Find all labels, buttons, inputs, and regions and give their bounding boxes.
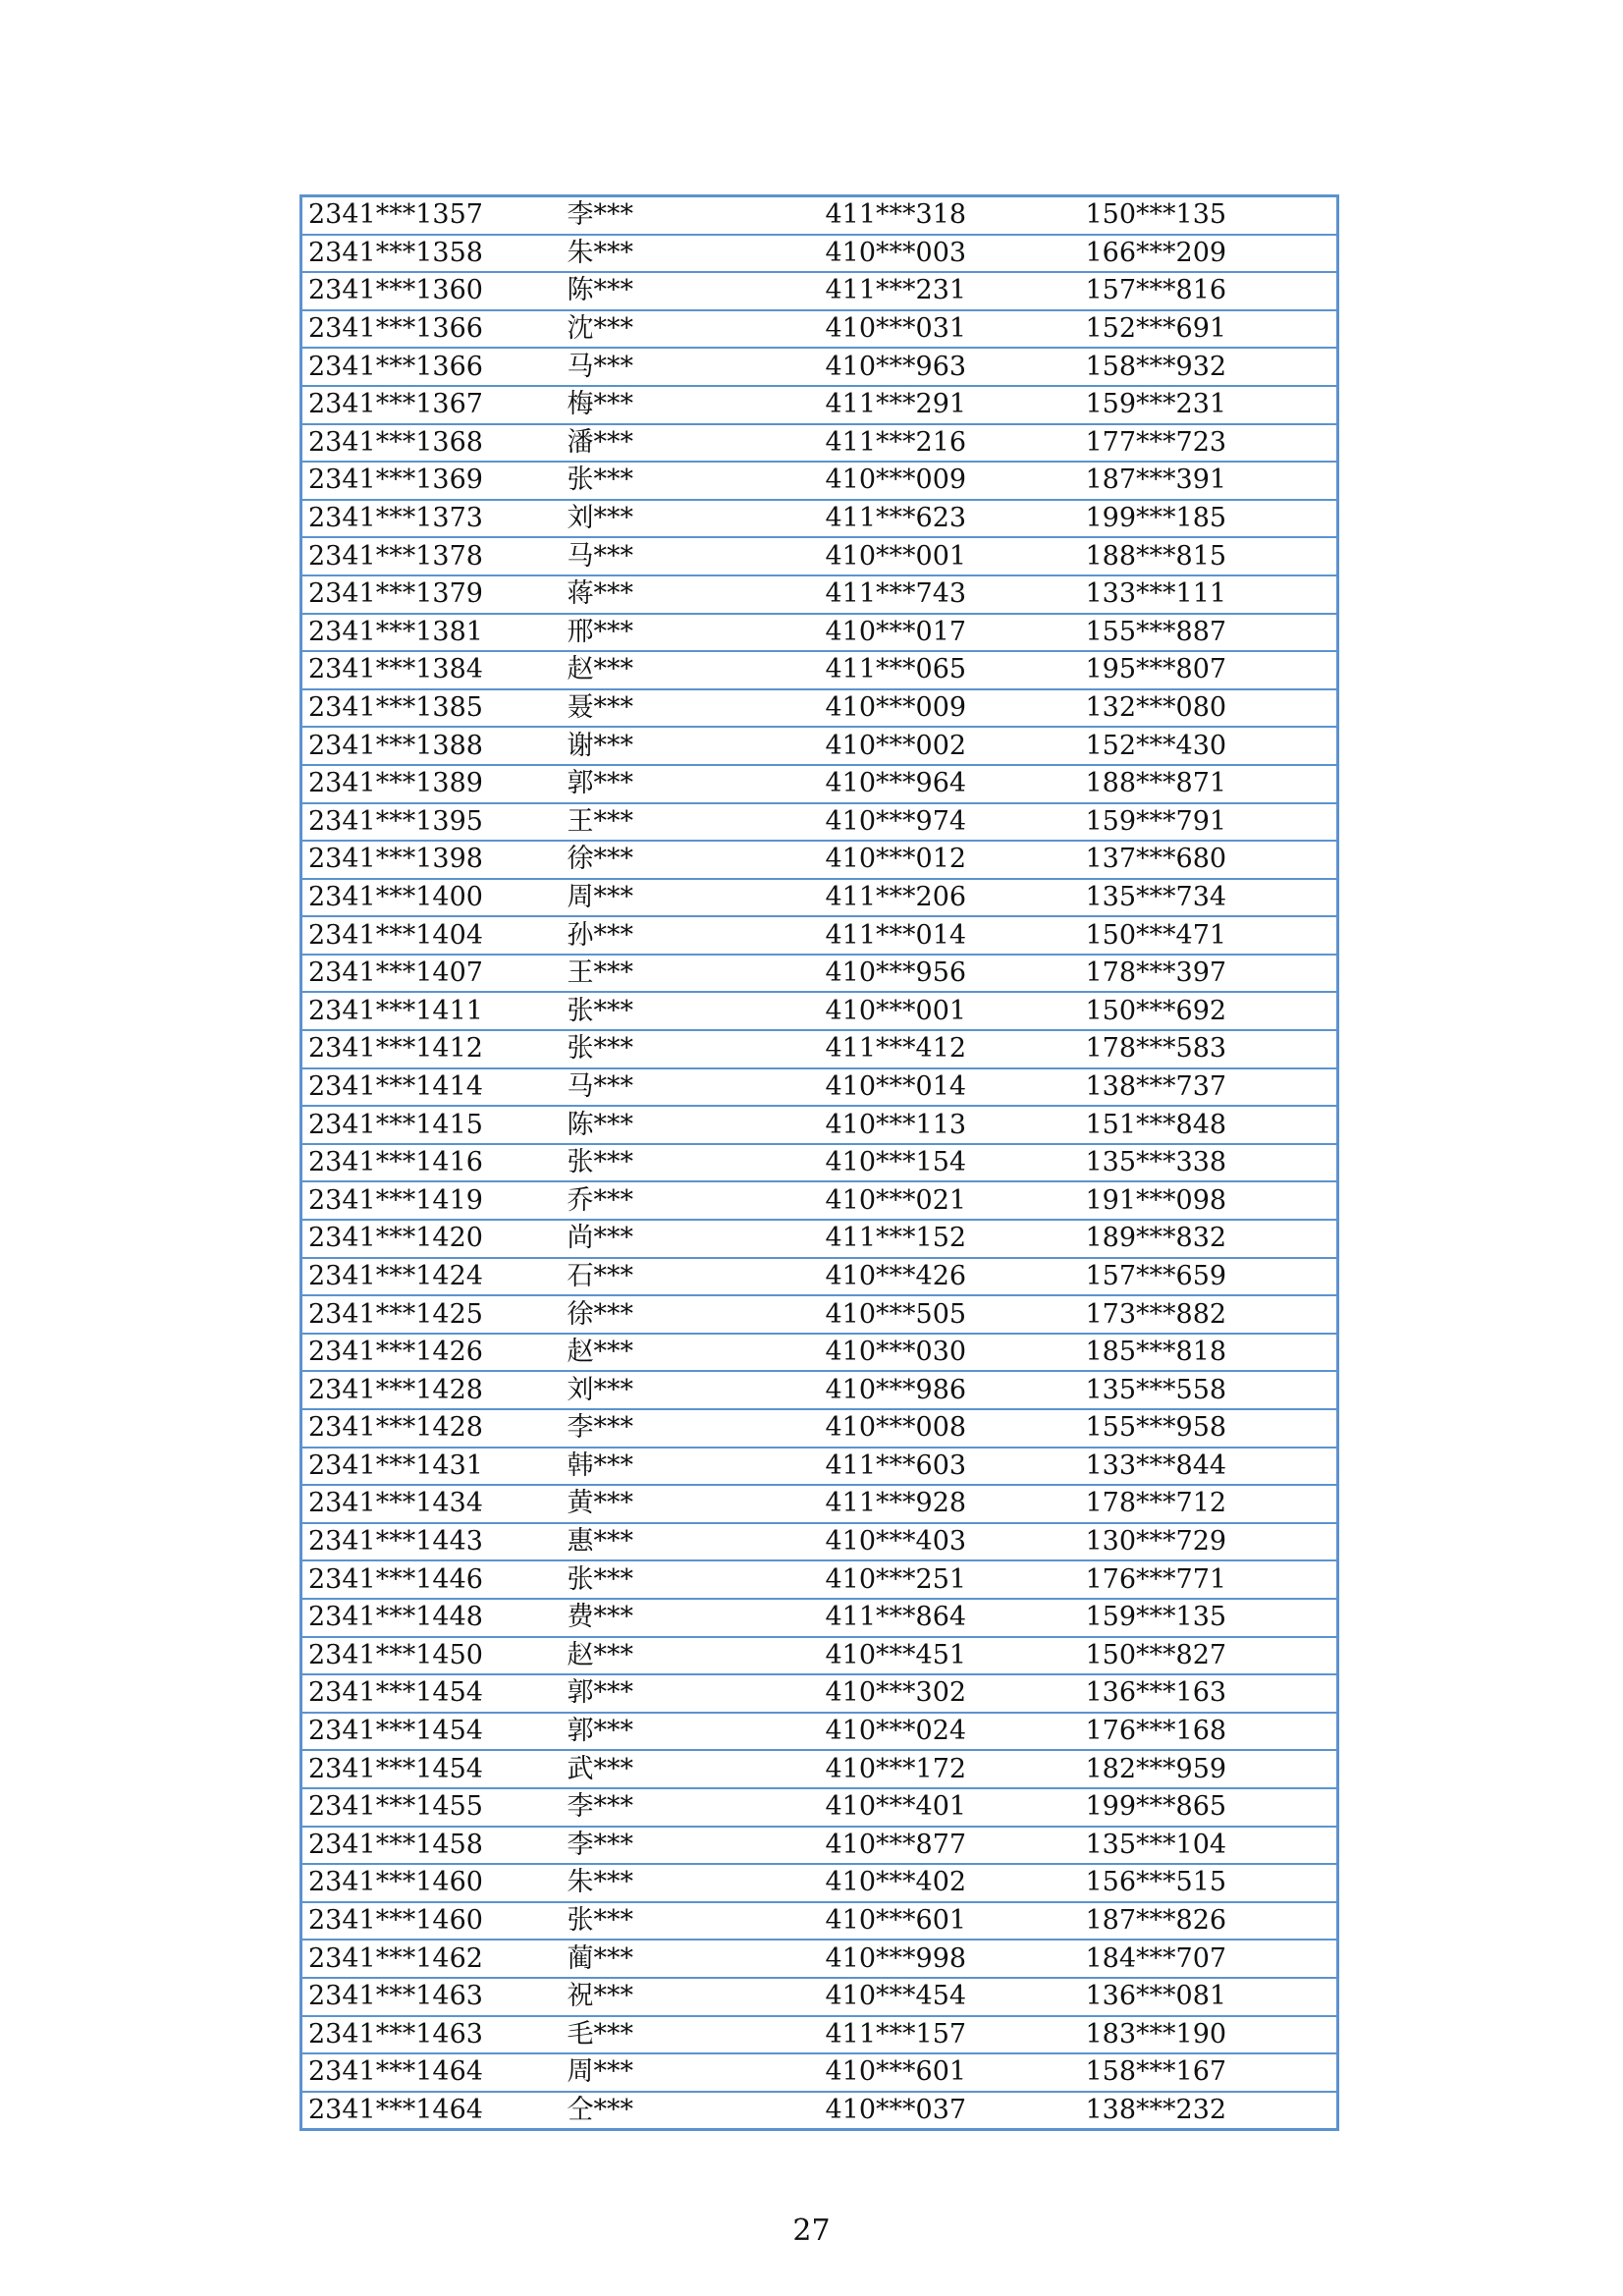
name-cell: 朱***	[562, 1864, 820, 1902]
id-card-cell: 411***152	[820, 1220, 1080, 1258]
name-cell: 赵***	[562, 651, 820, 689]
id-number-cell: 2341***1454	[301, 1750, 562, 1788]
id-card-cell: 410***403	[820, 1523, 1080, 1561]
table-row	[301, 1713, 1338, 1751]
roster-table	[299, 194, 1339, 2131]
phone-cell: 133***111	[1080, 575, 1338, 614]
id-number-cell: 2341***1448	[301, 1599, 562, 1637]
id-number-cell: 2341***1400	[301, 879, 562, 917]
id-number-cell: 2341***1388	[301, 727, 562, 765]
name-cell: 张***	[562, 1560, 820, 1599]
name-cell: 费***	[562, 1599, 820, 1637]
name-cell: 韩***	[562, 1448, 820, 1486]
table-row	[301, 689, 1338, 728]
phone-cell: 159***791	[1080, 803, 1338, 842]
id-card-cell: 411***157	[820, 2016, 1080, 2054]
phone-cell: 135***338	[1080, 1144, 1338, 1182]
id-card-cell: 410***251	[820, 1560, 1080, 1599]
table-row	[301, 1485, 1338, 1523]
id-number-cell: 2341***1368	[301, 424, 562, 463]
id-number-cell: 2341***1424	[301, 1258, 562, 1296]
table-row	[301, 1560, 1338, 1599]
phone-cell: 178***583	[1080, 1030, 1338, 1068]
table-row	[301, 1940, 1338, 1978]
table-row	[301, 500, 1338, 538]
name-cell: 周***	[562, 2053, 820, 2092]
phone-cell: 195***807	[1080, 651, 1338, 689]
name-cell: 张***	[562, 1144, 820, 1182]
table-row	[301, 196, 1338, 235]
phone-cell: 150***135	[1080, 196, 1338, 235]
table-row	[301, 537, 1338, 575]
phone-cell: 157***659	[1080, 1258, 1338, 1296]
table-row	[301, 1220, 1338, 1258]
table-row	[301, 841, 1338, 879]
phone-cell: 138***232	[1080, 2092, 1338, 2130]
phone-cell: 159***135	[1080, 1599, 1338, 1637]
id-number-cell: 2341***1434	[301, 1485, 562, 1523]
id-card-cell: 411***216	[820, 424, 1080, 463]
id-number-cell: 2341***1428	[301, 1409, 562, 1448]
phone-cell: 133***844	[1080, 1448, 1338, 1486]
id-card-cell: 411***318	[820, 196, 1080, 235]
table-row	[301, 1599, 1338, 1637]
phone-cell: 138***737	[1080, 1068, 1338, 1107]
name-cell: 朱***	[562, 235, 820, 273]
phone-cell: 188***815	[1080, 537, 1338, 575]
name-cell: 蒋***	[562, 575, 820, 614]
id-card-cell: 411***743	[820, 575, 1080, 614]
id-number-cell: 2341***1443	[301, 1523, 562, 1561]
name-cell: 沈***	[562, 310, 820, 349]
id-card-cell: 410***302	[820, 1674, 1080, 1713]
id-number-cell: 2341***1357	[301, 196, 562, 235]
table-row	[301, 462, 1338, 500]
name-cell: 李***	[562, 196, 820, 235]
id-card-cell: 411***206	[820, 879, 1080, 917]
id-number-cell: 2341***1389	[301, 765, 562, 803]
table-row	[301, 1637, 1338, 1675]
phone-cell: 176***771	[1080, 1560, 1338, 1599]
name-cell: 邢***	[562, 614, 820, 652]
id-card-cell: 410***021	[820, 1181, 1080, 1220]
id-number-cell: 2341***1412	[301, 1030, 562, 1068]
id-number-cell: 2341***1366	[301, 348, 562, 386]
phone-cell: 135***558	[1080, 1371, 1338, 1409]
id-card-cell: 410***601	[820, 2053, 1080, 2092]
id-number-cell: 2341***1395	[301, 803, 562, 842]
name-cell: 张***	[562, 462, 820, 500]
id-number-cell: 2341***1450	[301, 1637, 562, 1675]
name-cell: 刘***	[562, 1371, 820, 1409]
id-number-cell: 2341***1404	[301, 916, 562, 955]
phone-cell: 132***080	[1080, 689, 1338, 728]
name-cell: 马***	[562, 348, 820, 386]
name-cell: 徐***	[562, 841, 820, 879]
id-card-cell: 410***998	[820, 1940, 1080, 1978]
table-row	[301, 1750, 1338, 1788]
id-card-cell: 410***402	[820, 1864, 1080, 1902]
id-card-cell: 410***009	[820, 462, 1080, 500]
table-row	[301, 1068, 1338, 1107]
phone-cell: 199***185	[1080, 500, 1338, 538]
id-number-cell: 2341***1379	[301, 575, 562, 614]
id-number-cell: 2341***1419	[301, 1181, 562, 1220]
name-cell: 陈***	[562, 272, 820, 310]
phone-cell: 152***430	[1080, 727, 1338, 765]
id-number-cell: 2341***1460	[301, 1902, 562, 1941]
id-card-cell: 410***031	[820, 310, 1080, 349]
name-cell: 赵***	[562, 1637, 820, 1675]
table-row	[301, 1371, 1338, 1409]
phone-cell: 155***958	[1080, 1409, 1338, 1448]
name-cell: 石***	[562, 1258, 820, 1296]
id-card-cell: 411***231	[820, 272, 1080, 310]
id-card-cell: 411***014	[820, 916, 1080, 955]
id-number-cell: 2341***1385	[301, 689, 562, 728]
id-card-cell: 410***172	[820, 1750, 1080, 1788]
name-cell: 祝***	[562, 1978, 820, 2016]
name-cell: 梅***	[562, 386, 820, 424]
id-card-cell: 410***001	[820, 992, 1080, 1030]
phone-cell: 178***397	[1080, 955, 1338, 993]
table-row	[301, 614, 1338, 652]
phone-cell: 188***871	[1080, 765, 1338, 803]
phone-cell: 177***723	[1080, 424, 1338, 463]
id-number-cell: 2341***1420	[301, 1220, 562, 1258]
id-number-cell: 2341***1446	[301, 1560, 562, 1599]
name-cell: 孙***	[562, 916, 820, 955]
table-row	[301, 879, 1338, 917]
table-row	[301, 1181, 1338, 1220]
id-card-cell: 410***017	[820, 614, 1080, 652]
id-card-cell: 410***113	[820, 1106, 1080, 1144]
name-cell: 马***	[562, 537, 820, 575]
id-number-cell: 2341***1464	[301, 2053, 562, 2092]
name-cell: 李***	[562, 1827, 820, 1865]
name-cell: 陈***	[562, 1106, 820, 1144]
phone-cell: 185***818	[1080, 1334, 1338, 1372]
name-cell: 乔***	[562, 1181, 820, 1220]
table-row	[301, 955, 1338, 993]
id-card-cell: 410***003	[820, 235, 1080, 273]
id-card-cell: 410***014	[820, 1068, 1080, 1107]
phone-cell: 176***168	[1080, 1713, 1338, 1751]
table-row	[301, 1030, 1338, 1068]
table-row	[301, 2053, 1338, 2092]
id-card-cell: 411***603	[820, 1448, 1080, 1486]
phone-cell: 157***816	[1080, 272, 1338, 310]
table-row	[301, 235, 1338, 273]
id-number-cell: 2341***1425	[301, 1295, 562, 1334]
phone-cell: 158***932	[1080, 348, 1338, 386]
phone-cell: 191***098	[1080, 1181, 1338, 1220]
id-card-cell: 411***412	[820, 1030, 1080, 1068]
name-cell: 聂***	[562, 689, 820, 728]
phone-cell: 189***832	[1080, 1220, 1338, 1258]
id-card-cell: 410***963	[820, 348, 1080, 386]
id-number-cell: 2341***1464	[301, 2092, 562, 2130]
table-row	[301, 765, 1338, 803]
name-cell: 谢***	[562, 727, 820, 765]
table-row	[301, 1864, 1338, 1902]
id-number-cell: 2341***1411	[301, 992, 562, 1030]
name-cell: 郭***	[562, 765, 820, 803]
phone-cell: 187***391	[1080, 462, 1338, 500]
name-cell: 马***	[562, 1068, 820, 1107]
id-card-cell: 411***864	[820, 1599, 1080, 1637]
id-number-cell: 2341***1381	[301, 614, 562, 652]
table-row	[301, 1523, 1338, 1561]
name-cell: 赵***	[562, 1334, 820, 1372]
name-cell: 仝***	[562, 2092, 820, 2130]
id-card-cell: 410***956	[820, 955, 1080, 993]
id-number-cell: 2341***1416	[301, 1144, 562, 1182]
id-card-cell: 410***024	[820, 1713, 1080, 1751]
table-row	[301, 1409, 1338, 1448]
id-number-cell: 2341***1428	[301, 1371, 562, 1409]
phone-cell: 150***692	[1080, 992, 1338, 1030]
id-number-cell: 2341***1414	[301, 1068, 562, 1107]
id-number-cell: 2341***1458	[301, 1827, 562, 1865]
id-number-cell: 2341***1378	[301, 537, 562, 575]
phone-cell: 137***680	[1080, 841, 1338, 879]
id-card-cell: 410***974	[820, 803, 1080, 842]
name-cell: 郭***	[562, 1674, 820, 1713]
phone-cell: 135***104	[1080, 1827, 1338, 1865]
id-card-cell: 410***001	[820, 537, 1080, 575]
id-number-cell: 2341***1384	[301, 651, 562, 689]
name-cell: 郭***	[562, 1713, 820, 1751]
name-cell: 李***	[562, 1409, 820, 1448]
phone-cell: 173***882	[1080, 1295, 1338, 1334]
table-row	[301, 916, 1338, 955]
name-cell: 尚***	[562, 1220, 820, 1258]
table-row	[301, 1827, 1338, 1865]
roster-table-body	[301, 196, 1338, 2130]
id-card-cell: 411***623	[820, 500, 1080, 538]
phone-cell: 156***515	[1080, 1864, 1338, 1902]
id-number-cell: 2341***1360	[301, 272, 562, 310]
table-row	[301, 1334, 1338, 1372]
id-number-cell: 2341***1455	[301, 1788, 562, 1827]
phone-cell: 182***959	[1080, 1750, 1338, 1788]
table-row	[301, 575, 1338, 614]
name-cell: 刘***	[562, 500, 820, 538]
table-row	[301, 651, 1338, 689]
table-row	[301, 727, 1338, 765]
phone-cell: 135***734	[1080, 879, 1338, 917]
table-row	[301, 1106, 1338, 1144]
name-cell: 徐***	[562, 1295, 820, 1334]
id-card-cell: 410***030	[820, 1334, 1080, 1372]
id-number-cell: 2341***1407	[301, 955, 562, 993]
id-number-cell: 2341***1398	[301, 841, 562, 879]
id-card-cell: 410***037	[820, 2092, 1080, 2130]
id-number-cell: 2341***1454	[301, 1674, 562, 1713]
table-row	[301, 348, 1338, 386]
table-row	[301, 1295, 1338, 1334]
id-card-cell: 410***012	[820, 841, 1080, 879]
table-row	[301, 1448, 1338, 1486]
table-row	[301, 1788, 1338, 1827]
id-card-cell: 410***008	[820, 1409, 1080, 1448]
id-card-cell: 410***601	[820, 1902, 1080, 1941]
name-cell: 王***	[562, 803, 820, 842]
table-row	[301, 1258, 1338, 1296]
phone-cell: 150***827	[1080, 1637, 1338, 1675]
phone-cell: 187***826	[1080, 1902, 1338, 1941]
id-card-cell: 410***002	[820, 727, 1080, 765]
id-number-cell: 2341***1366	[301, 310, 562, 349]
phone-cell: 158***167	[1080, 2053, 1338, 2092]
name-cell: 潘***	[562, 424, 820, 463]
id-card-cell: 411***928	[820, 1485, 1080, 1523]
phone-cell: 166***209	[1080, 235, 1338, 273]
id-card-cell: 410***426	[820, 1258, 1080, 1296]
table-row	[301, 1978, 1338, 2016]
id-card-cell: 411***065	[820, 651, 1080, 689]
id-card-cell: 410***877	[820, 1827, 1080, 1865]
phone-cell: 130***729	[1080, 1523, 1338, 1561]
name-cell: 武***	[562, 1750, 820, 1788]
id-card-cell: 410***401	[820, 1788, 1080, 1827]
name-cell: 王***	[562, 955, 820, 993]
table-row	[301, 2092, 1338, 2130]
id-card-cell: 410***454	[820, 1978, 1080, 2016]
id-number-cell: 2341***1358	[301, 235, 562, 273]
phone-cell: 150***471	[1080, 916, 1338, 955]
table-row	[301, 992, 1338, 1030]
name-cell: 李***	[562, 1788, 820, 1827]
phone-cell: 199***865	[1080, 1788, 1338, 1827]
id-number-cell: 2341***1431	[301, 1448, 562, 1486]
page-number: 27	[792, 2214, 831, 2248]
name-cell: 张***	[562, 1030, 820, 1068]
id-number-cell: 2341***1369	[301, 462, 562, 500]
table-row	[301, 1144, 1338, 1182]
table-row	[301, 424, 1338, 463]
id-number-cell: 2341***1460	[301, 1864, 562, 1902]
id-card-cell: 411***291	[820, 386, 1080, 424]
id-number-cell: 2341***1426	[301, 1334, 562, 1372]
name-cell: 张***	[562, 992, 820, 1030]
table-row	[301, 1902, 1338, 1941]
table-row	[301, 310, 1338, 349]
phone-cell: 178***712	[1080, 1485, 1338, 1523]
id-card-cell: 410***154	[820, 1144, 1080, 1182]
name-cell: 黄***	[562, 1485, 820, 1523]
phone-cell: 183***190	[1080, 2016, 1338, 2054]
name-cell: 周***	[562, 879, 820, 917]
phone-cell: 159***231	[1080, 386, 1338, 424]
phone-cell: 152***691	[1080, 310, 1338, 349]
id-number-cell: 2341***1373	[301, 500, 562, 538]
phone-cell: 136***163	[1080, 1674, 1338, 1713]
table-row	[301, 272, 1338, 310]
table-row	[301, 2016, 1338, 2054]
id-card-cell: 410***986	[820, 1371, 1080, 1409]
id-number-cell: 2341***1463	[301, 1978, 562, 2016]
table-row	[301, 386, 1338, 424]
phone-cell: 184***707	[1080, 1940, 1338, 1978]
id-number-cell: 2341***1462	[301, 1940, 562, 1978]
phone-cell: 151***848	[1080, 1106, 1338, 1144]
name-cell: 惠***	[562, 1523, 820, 1561]
table-row	[301, 803, 1338, 842]
table-row	[301, 1674, 1338, 1713]
phone-cell: 136***081	[1080, 1978, 1338, 2016]
name-cell: 张***	[562, 1902, 820, 1941]
id-number-cell: 2341***1367	[301, 386, 562, 424]
id-number-cell: 2341***1463	[301, 2016, 562, 2054]
id-card-cell: 410***964	[820, 765, 1080, 803]
name-cell: 毛***	[562, 2016, 820, 2054]
id-card-cell: 410***505	[820, 1295, 1080, 1334]
id-number-cell: 2341***1415	[301, 1106, 562, 1144]
id-number-cell: 2341***1454	[301, 1713, 562, 1751]
name-cell: 蔺***	[562, 1940, 820, 1978]
id-card-cell: 410***009	[820, 689, 1080, 728]
phone-cell: 155***887	[1080, 614, 1338, 652]
id-card-cell: 410***451	[820, 1637, 1080, 1675]
